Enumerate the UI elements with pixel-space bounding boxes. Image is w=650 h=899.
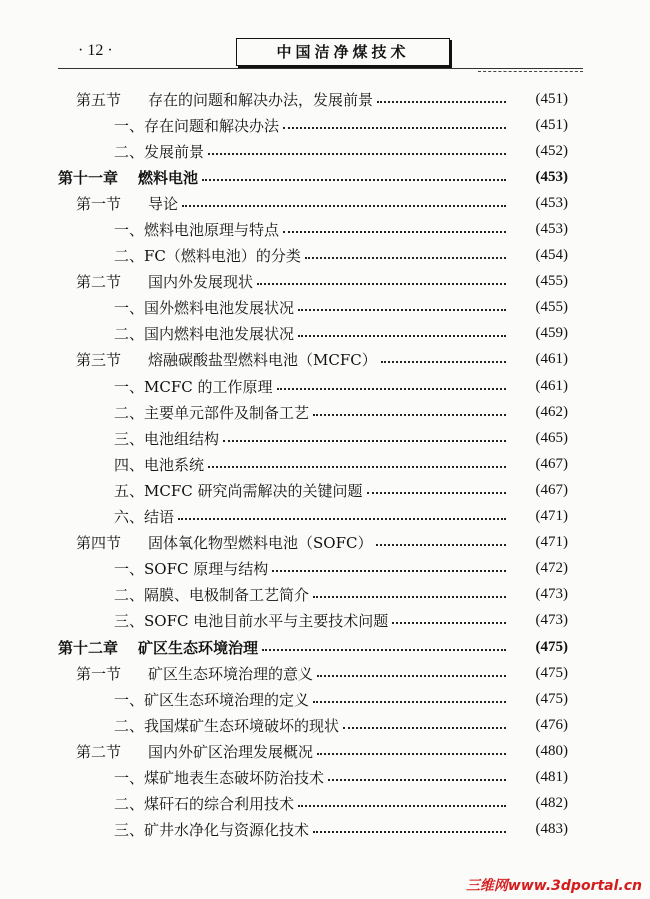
- toc-label: [58, 297, 294, 318]
- leader-dots: [272, 569, 506, 572]
- toc-title: 存在的问题和解决办法，发展前景: [148, 90, 374, 109]
- header-rule-dashed: [478, 71, 583, 72]
- page-number: · 12 ·: [78, 42, 113, 59]
- toc-page: (451): [535, 90, 568, 107]
- toc-label: [58, 767, 324, 788]
- toc-entry-sub: [58, 399, 568, 425]
- toc-number: 三、: [114, 821, 145, 840]
- toc-number: 一、: [114, 221, 145, 240]
- toc-title: MCFC 研究尚需解决的关键问题: [144, 481, 363, 500]
- toc-entry-sub: [58, 295, 568, 321]
- toc-entry-section: [58, 269, 568, 295]
- toc-title: 电池组结构: [144, 429, 220, 448]
- toc-title: MCFC 的工作原理: [144, 377, 273, 396]
- toc-label: [58, 663, 313, 684]
- leader-dots: [178, 517, 506, 520]
- toc-number: 一、: [114, 377, 145, 396]
- toc-page: (475): [535, 638, 568, 655]
- toc-label: [58, 167, 198, 188]
- toc-entry-chapter: [58, 634, 568, 660]
- toc-label: [58, 584, 309, 605]
- toc-label: [58, 115, 279, 136]
- page-header: [58, 38, 588, 74]
- leader-dots: [182, 204, 506, 207]
- toc-label: [58, 793, 294, 814]
- toc-page: (452): [535, 142, 568, 159]
- leader-dots: [298, 804, 506, 807]
- toc-number: 第四节: [76, 534, 122, 553]
- toc-title: 矿区生态环境治理的意义: [148, 664, 314, 683]
- toc-title: SOFC 电池目前水平与主要技术问题: [144, 612, 389, 631]
- toc-label: [58, 219, 279, 240]
- toc-title: 矿区生态环境治理的定义: [144, 690, 310, 709]
- toc-label: [58, 193, 178, 214]
- leader-dots: [377, 100, 506, 103]
- toc-page: (453): [535, 168, 568, 185]
- leader-dots: [298, 308, 506, 311]
- toc-title: 国外燃料电池发展状况: [144, 299, 295, 318]
- toc-number: 二、: [114, 586, 145, 605]
- table-of-contents: [58, 86, 568, 843]
- toc-title: 熔融碳酸盐型燃料电池（MCFC）: [148, 351, 377, 370]
- toc-title: 国内外发展现状: [148, 273, 254, 292]
- book-title-box: 中国洁净煤技术: [236, 38, 450, 66]
- toc-title: 矿区生态环境治理: [138, 638, 259, 657]
- toc-entry-sub: [58, 451, 568, 477]
- leader-dots: [208, 465, 506, 468]
- toc-page: (475): [535, 664, 568, 681]
- toc-entry-sub: [58, 764, 568, 790]
- toc-label: [58, 689, 309, 710]
- toc-number: 第一节: [76, 194, 122, 213]
- toc-title: 导论: [148, 194, 179, 213]
- leader-dots: [257, 282, 506, 285]
- toc-title: 煤矸石的综合利用技术: [144, 795, 295, 814]
- toc-number: 四、: [114, 455, 145, 474]
- toc-page: (480): [535, 742, 568, 759]
- toc-label: [58, 323, 294, 344]
- toc-number: 第五节: [76, 90, 122, 109]
- toc-number: 一、: [114, 116, 145, 135]
- leader-dots: [283, 126, 506, 129]
- leader-dots: [343, 726, 506, 729]
- toc-number: 一、: [114, 560, 145, 579]
- toc-page: (471): [535, 508, 568, 525]
- toc-title: 燃料电池: [138, 168, 199, 187]
- leader-dots: [313, 413, 506, 416]
- toc-page: (454): [535, 247, 568, 264]
- leader-dots: [367, 491, 506, 494]
- toc-number: 第二节: [76, 273, 122, 292]
- watermark: 三维网www.3dportal.cn: [465, 878, 642, 894]
- toc-label: [58, 741, 313, 762]
- toc-page: (453): [535, 194, 568, 211]
- leader-dots: [262, 648, 506, 651]
- toc-page: (459): [535, 325, 568, 342]
- toc-entry-sub: [58, 425, 568, 451]
- leader-dots: [208, 152, 506, 155]
- toc-title: 发展前景: [144, 142, 205, 161]
- toc-page: (467): [535, 455, 568, 472]
- toc-title: FC（燃料电池）的分类: [144, 247, 301, 266]
- toc-label: [58, 480, 363, 501]
- toc-entry-sub: [58, 712, 568, 738]
- toc-entry-sub: [58, 138, 568, 164]
- leader-dots: [277, 387, 506, 390]
- toc-entry-sub: [58, 582, 568, 608]
- leader-dots: [305, 256, 506, 259]
- toc-number: 三、: [114, 612, 145, 631]
- leader-dots: [202, 178, 506, 181]
- toc-title: 矿井水净化与资源化技术: [144, 821, 310, 840]
- toc-number: 第一节: [76, 664, 122, 683]
- leader-dots: [298, 334, 506, 337]
- toc-entry-section: [58, 190, 568, 216]
- toc-label: [58, 637, 258, 658]
- toc-entry-section: [58, 738, 568, 764]
- toc-title: 主要单元部件及制备工艺: [144, 403, 310, 422]
- toc-label: [58, 141, 204, 162]
- toc-page: (475): [535, 690, 568, 707]
- toc-number: 二、: [114, 403, 145, 422]
- toc-entry-section: [58, 660, 568, 686]
- toc-page: (483): [535, 821, 568, 838]
- toc-number: 一、: [114, 690, 145, 709]
- toc-entry-sub: [58, 216, 568, 242]
- toc-entry-sub: [58, 373, 568, 399]
- toc-page: (465): [535, 429, 568, 446]
- toc-number: 一、: [114, 768, 145, 787]
- toc-title: 国内燃料电池发展状况: [144, 325, 295, 344]
- toc-label: [58, 245, 301, 266]
- toc-title: 国内外矿区治理发展概况: [148, 742, 314, 761]
- toc-title: 固体氧化物型燃料电池（SOFC）: [148, 534, 373, 553]
- leader-dots: [223, 439, 506, 442]
- toc-entry-sub: [58, 791, 568, 817]
- toc-number: 二、: [114, 716, 145, 735]
- toc-number: 六、: [114, 508, 145, 527]
- toc-page: (473): [535, 586, 568, 603]
- toc-title: 电池系统: [144, 455, 205, 474]
- toc-title: 结语: [144, 508, 175, 527]
- toc-number: 二、: [114, 142, 145, 161]
- toc-title: 燃料电池原理与特点: [144, 221, 280, 240]
- toc-label: [58, 558, 268, 579]
- leader-dots: [317, 752, 506, 755]
- toc-label: [58, 532, 372, 553]
- leader-dots: [313, 700, 506, 703]
- toc-label: [58, 428, 219, 449]
- toc-label: [58, 506, 174, 527]
- toc-entry-sub: [58, 686, 568, 712]
- toc-title: 煤矿地表生态破坏防治技术: [144, 768, 325, 787]
- toc-page: (461): [535, 351, 568, 368]
- leader-dots: [376, 543, 506, 546]
- toc-label: [58, 715, 339, 736]
- toc-number: 三、: [114, 429, 145, 448]
- toc-number: 五、: [114, 481, 145, 500]
- toc-page: (473): [535, 612, 568, 629]
- toc-title: 隔膜、电极制备工艺简介: [144, 586, 310, 605]
- toc-page: (455): [535, 299, 568, 316]
- leader-dots: [381, 360, 506, 363]
- toc-page: (455): [535, 273, 568, 290]
- toc-page: (451): [535, 116, 568, 133]
- header-rule: [58, 68, 583, 69]
- toc-number: 二、: [114, 247, 145, 266]
- toc-entry-section: [58, 530, 568, 556]
- toc-label: [58, 402, 309, 423]
- toc-number: 一、: [114, 299, 145, 318]
- toc-page: (481): [535, 768, 568, 785]
- toc-label: [58, 610, 388, 631]
- toc-title: 我国煤矿生态环境破坏的现状: [144, 716, 340, 735]
- toc-number: 第十二章: [58, 638, 119, 657]
- toc-entry-section: [58, 347, 568, 373]
- toc-page: (462): [535, 403, 568, 420]
- toc-entry-sub: [58, 477, 568, 503]
- toc-number: 二、: [114, 795, 145, 814]
- toc-number: 二、: [114, 325, 145, 344]
- toc-page: (467): [535, 481, 568, 498]
- toc-label: [58, 454, 204, 475]
- toc-page: (461): [535, 377, 568, 394]
- toc-page: (471): [535, 534, 568, 551]
- leader-dots: [283, 230, 506, 233]
- toc-entry-sub: [58, 504, 568, 530]
- toc-label: [58, 89, 373, 110]
- leader-dots: [313, 830, 506, 833]
- toc-label: [58, 376, 273, 397]
- toc-label: [58, 349, 377, 370]
- toc-number: 第二节: [76, 742, 122, 761]
- toc-title: SOFC 原理与结构: [144, 560, 269, 579]
- toc-page: (482): [535, 795, 568, 812]
- toc-label: [58, 819, 309, 840]
- toc-number: 第十一章: [58, 168, 119, 187]
- leader-dots: [313, 595, 506, 598]
- toc-title: 存在问题和解决办法: [144, 116, 280, 135]
- toc-entry-sub: [58, 608, 568, 634]
- toc-page: (476): [535, 716, 568, 733]
- toc-page: (453): [535, 221, 568, 238]
- toc-entry-section: [58, 86, 568, 112]
- toc-entry-sub: [58, 817, 568, 843]
- leader-dots: [317, 674, 506, 677]
- leader-dots: [392, 621, 506, 624]
- toc-entry-chapter: [58, 164, 568, 190]
- toc-number: 第三节: [76, 351, 122, 370]
- toc-label: [58, 271, 253, 292]
- toc-page: (472): [535, 560, 568, 577]
- toc-entry-sub: [58, 112, 568, 138]
- leader-dots: [328, 778, 506, 781]
- toc-entry-sub: [58, 243, 568, 269]
- toc-entry-sub: [58, 556, 568, 582]
- toc-entry-sub: [58, 321, 568, 347]
